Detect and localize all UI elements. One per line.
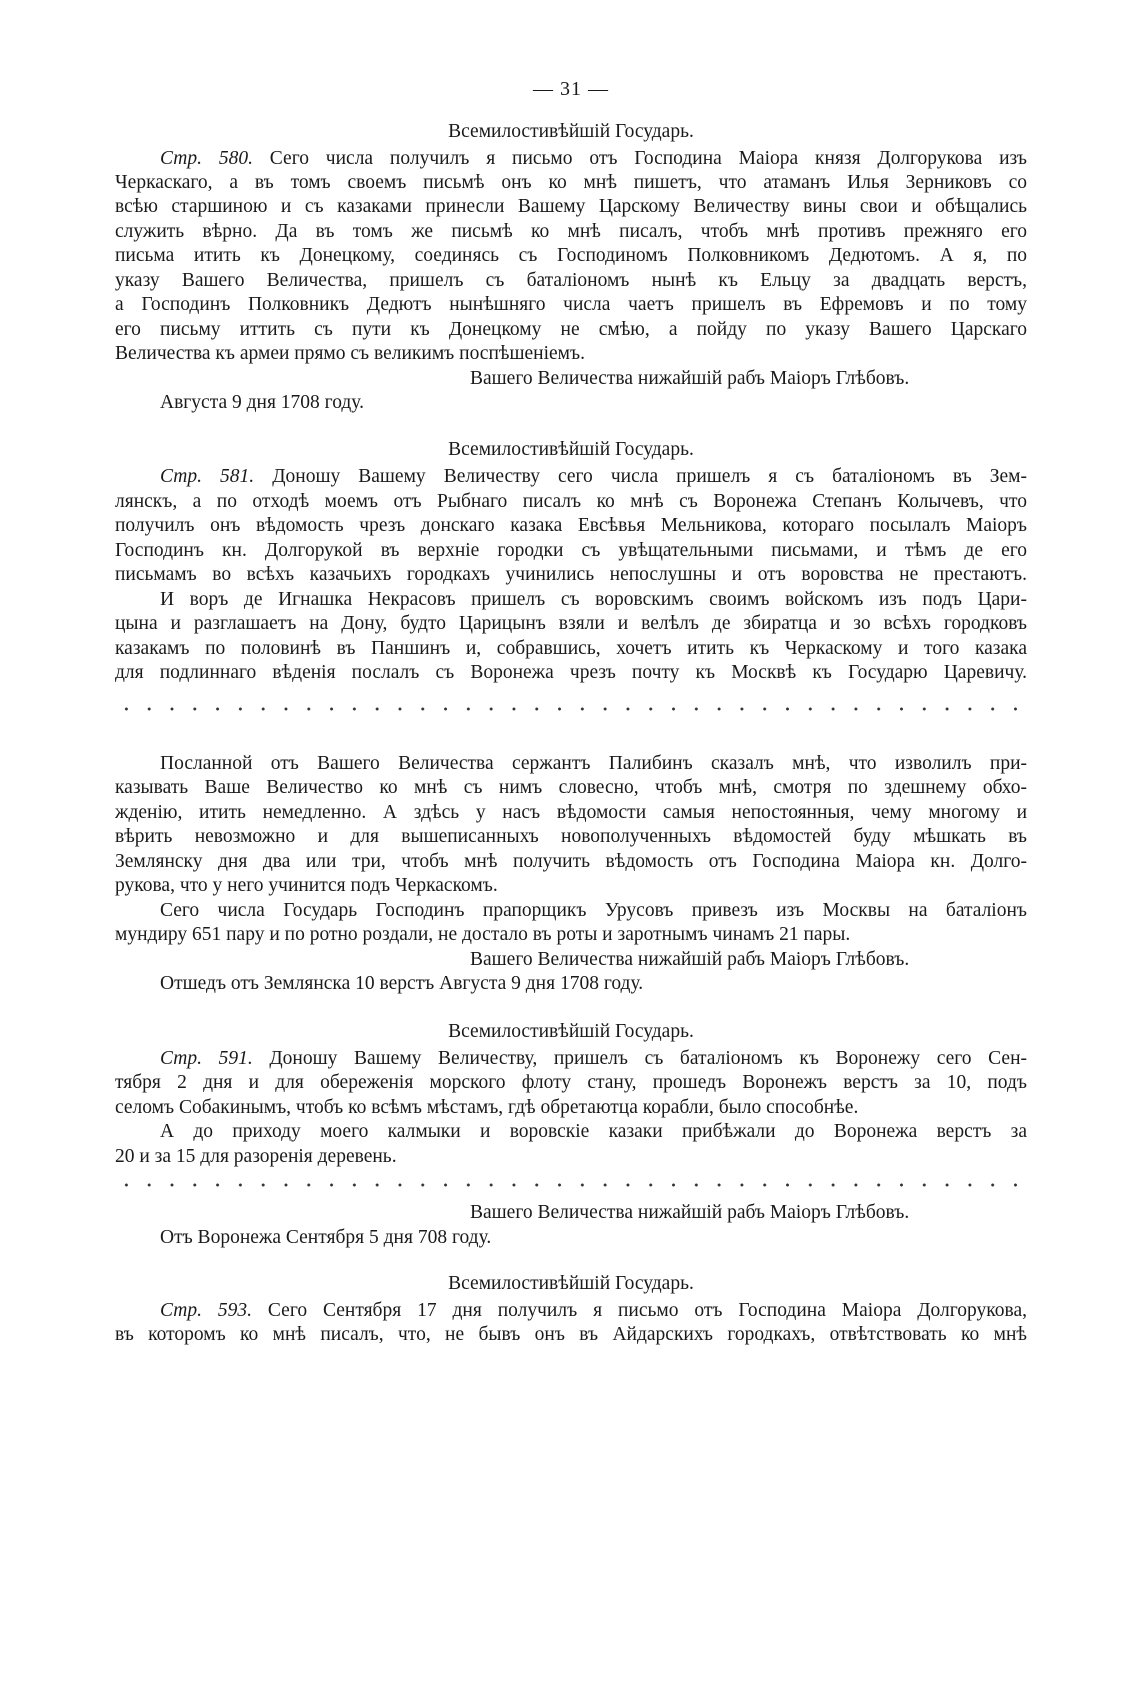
paragraph-line: Стр. 593. Сего Сентября 17 дня получилъ я письмо отъ Господина Маіора Долгорукова,	[160, 1300, 1027, 1321]
paragraph-line: всѣю старшиною и съ казаками принесли Вашему Царскому Величеству вины свои и обѣщались	[115, 196, 1027, 217]
paragraph-line: Сего числа Государь Господинъ прапорщикъ Урусовъ привезъ изъ Москвы на баталіонъ	[160, 900, 1027, 921]
date-line: Отшедъ отъ Землянска 10 верстъ Августа 9 дня 1708 году.	[160, 973, 644, 994]
paragraph-line: въ которомъ ко мнѣ писалъ, что, не бывъ онъ въ Айдарскихъ городкахъ, отвѣтствовать ко мнѣ	[115, 1324, 1027, 1345]
paragraph-line: Стр. 580. Сего числа получилъ я письмо отъ Господина Маіора князя Долгорукова изъ	[160, 148, 1028, 169]
paragraph-line: Стр. 581. Доношу Вашему Величеству сего числа пришелъ я съ баталіономъ въ Зем-	[160, 466, 1027, 487]
paragraph-line: Стр. 591. Доношу Вашему Величеству, пришелъ съ баталіономъ къ Воронежу сего Сен-	[160, 1048, 1027, 1069]
paragraph-line: 20 и за 15 для разоренія деревень.	[115, 1146, 397, 1167]
page-ref: Стр. 593.	[160, 1300, 253, 1321]
paragraph-line: селомъ Собакинымъ, чтобъ ко всѣмъ мѣстамъ, гдѣ обретаютца корабли, было способнѣе.	[115, 1097, 859, 1118]
paragraph-line: письмамъ во всѣхъ казачьихъ городкахъ учинились непослушны и отъ воровства не престаютъ.	[115, 564, 1027, 585]
salutation: Всемилостивѣйшій Государь.	[448, 121, 694, 142]
salutation: Всемилостивѣйшій Государь.	[448, 1021, 694, 1042]
paragraph-line: казывать Ваше Величество ко мнѣ съ нимъ словесно, чтобъ мнѣ, смотря по здешнему обхо-	[115, 777, 1027, 798]
paragraph-line: служить вѣрно. Да въ томъ же письмѣ ко мнѣ писалъ, чтобъ мнѣ противъ прежняго его	[115, 221, 1027, 242]
salutation: Всемилостивѣйшій Государь.	[448, 439, 694, 460]
paragraph-line: цына и разглашаетъ на Дону, будто Царицынъ взяли и велѣлъ де збиратца и зо всѣхъ городковъ	[115, 613, 1027, 634]
date-line: Августа 9 дня 1708 году.	[160, 392, 364, 413]
ellipsis-divider	[115, 707, 1027, 711]
signature: Вашего Величества нижайшій рабъ Маіоръ Глѣбовъ.	[470, 368, 910, 389]
paragraph-line: лянскъ, а по отходѣ моемъ отъ Рыбнаго писалъ ко мнѣ съ Воронежа Степанъ Колычевъ, что	[115, 491, 1027, 512]
paragraph-line: указу Вашего Величества, пришелъ съ баталіономъ нынѣ къ Ельцу за двадцать верстъ,	[115, 270, 1027, 291]
paragraph-line: его письму иттить съ пути къ Донецкому не смѣю, а пойду по указу Вашего Царскаго	[115, 319, 1027, 340]
paragraph-line: И воръ де Игнашка Некрасовъ пришелъ съ воровскимъ своимъ войскомъ изъ подъ Цари-	[160, 589, 1027, 610]
paragraph-line: рукова, что у него учинится подъ Черкаскомъ.	[115, 875, 498, 896]
page-ref: Стр. 591.	[160, 1048, 253, 1069]
paragraph-line: а Господинъ Полковникъ Дедютъ нынѣшняго числа чаетъ пришелъ въ Ефремовъ и по тому	[115, 294, 1027, 315]
ellipsis-divider	[115, 1183, 1027, 1187]
paragraph-line: получилъ онъ вѣдомость чрезъ донскаго казака Евсѣвья Мельникова, котораго посылалъ Маіоръ	[115, 515, 1027, 536]
paragraph-line: для подлиннаго вѣденія послалъ съ Воронежа чрезъ почту къ Москвѣ къ Государю Царевичу.	[115, 662, 1027, 683]
paragraph-line: Землянску дня два или три, чтобъ мнѣ получить вѣдомость отъ Господина Маіора кн. Долго-	[115, 851, 1027, 872]
page-ref: Стр. 581.	[160, 466, 255, 487]
paragraph-line: Господинъ кн. Долгорукой въ верхніе городки съ увѣщательными письмами, и тѣмъ де его	[115, 540, 1027, 561]
salutation: Всемилостивѣйшій Государь.	[448, 1273, 694, 1294]
page-ref: Стр. 580.	[160, 148, 253, 169]
paragraph-line: Посланной отъ Вашего Величества сержантъ Палибинъ сказалъ мнѣ, что изволилъ при-	[160, 753, 1027, 774]
signature: Вашего Величества нижайшій рабъ Маіоръ Глѣбовъ.	[470, 1202, 910, 1223]
paragraph-line: мундиру 651 пару и по ротно роздали, не достало въ роты и заротнымъ чинамъ 21 пары.	[115, 924, 851, 945]
date-line: Отъ Воронежа Сентября 5 дня 708 году.	[160, 1227, 492, 1248]
paragraph-line: А до приходу моего калмыки и воровскіе казаки прибѣжали до Воронежа верстъ за	[160, 1121, 1027, 1142]
paragraph-line: жденію, итить немедленно. А здѣсь у насъ вѣдомости самыя непостоянныя, чему многому и	[115, 802, 1027, 823]
paragraph-line: Черкаскаго, а въ томъ своемъ письмѣ онъ ко мнѣ пишетъ, что атаманъ Илья Зерниковъ со	[115, 172, 1027, 193]
paragraph-line: Величества къ армеи прямо съ великимъ поспѣшеніемъ.	[115, 343, 585, 364]
paragraph-line: казакамъ по половинѣ въ Паншинъ и, собравшись, хочетъ итить къ Черкаскому и того казака	[115, 638, 1027, 659]
paragraph-line: вѣрить невозможно и для вышеписанныхъ новополученныхъ вѣдомостей буду мѣшкать въ	[115, 826, 1027, 847]
paragraph-line: письма итить къ Донецкому, соединясь съ Господиномъ Полковникомъ Дедютомъ. А я, по	[115, 245, 1027, 266]
page-number: — 31 —	[533, 78, 609, 100]
signature: Вашего Величества нижайшій рабъ Маіоръ Глѣбовъ.	[470, 949, 910, 970]
paragraph-line: тября 2 дня и для обереженія морского флоту стану, прошедъ Воронежъ верстъ за 10, подъ	[115, 1072, 1027, 1093]
